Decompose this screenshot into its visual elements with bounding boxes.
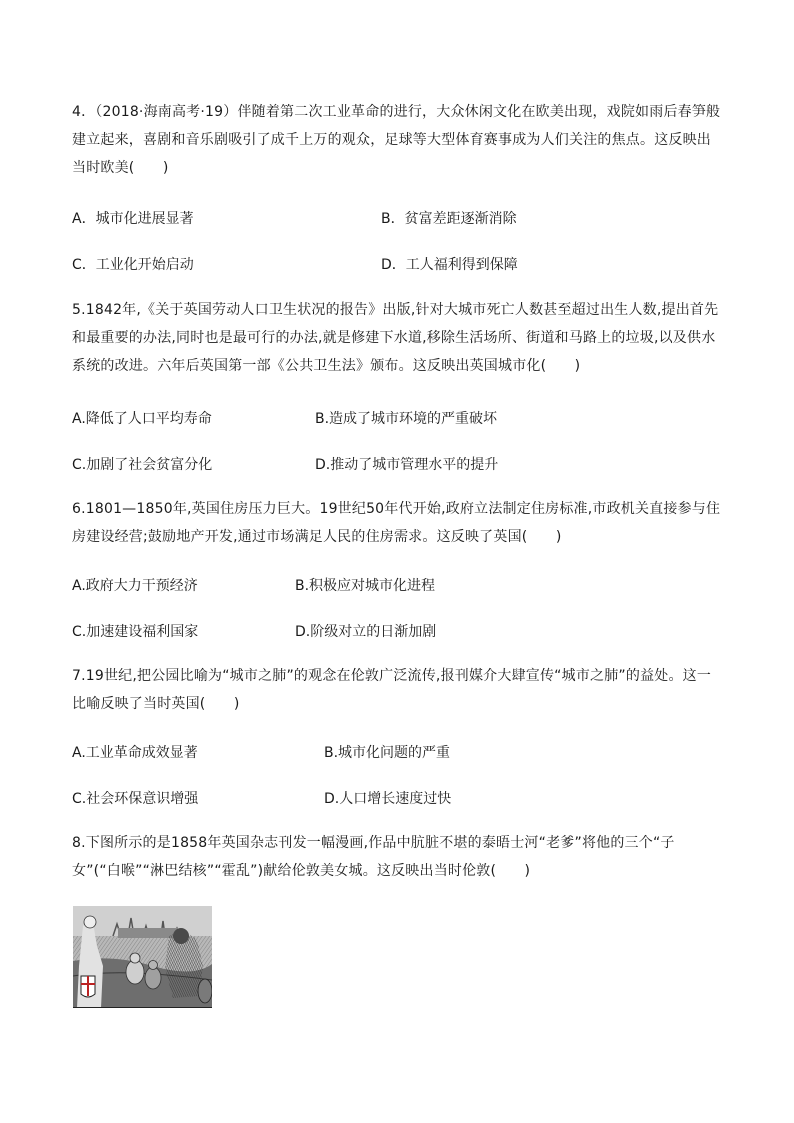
- question-5-option-b[interactable]: B.造成了城市环境的严重破坏: [315, 411, 498, 427]
- question-5-stem: 5.1842年,《关于英国劳动人口卫生状况的报告》出版,针对大城市死亡人数甚至超过出生人数,提出首先和最重要的办法,同时也是最可行的办法,就是修建下水道,移除生活场所、街道和马路上的垃圾,以及供水系统的改进。六年后英国第一部《公共卫生法》颁布。这反映出英国城市化( ): [72, 302, 719, 374]
- question-7-option-a[interactable]: A.工业革命成效显著: [72, 745, 198, 761]
- question-7-option-d[interactable]: D.人口增长速度过快: [324, 791, 452, 807]
- question-6-option-a[interactable]: A.政府大力干预经济: [72, 578, 198, 594]
- question-6-option-d[interactable]: D.阶级对立的日渐加剧: [295, 624, 437, 640]
- question-5-option-a[interactable]: A.降低了人口平均寿命: [72, 411, 212, 427]
- question-4-option-b[interactable]: B．贫富差距逐渐消除: [381, 211, 517, 227]
- question-6-option-c[interactable]: C.加速建设福利国家: [72, 624, 199, 640]
- question-4-option-d[interactable]: D．工人福利得到保障: [381, 257, 518, 273]
- cartoon-illustration: [73, 906, 212, 1008]
- thames-cartoon-image: [73, 906, 212, 1008]
- question-7-option-b[interactable]: B.城市化问题的严重: [324, 745, 451, 761]
- question-8-stem: 8.下图所示的是1858年英国杂志刊发一幅漫画,作品中肮脏不堪的泰晤士河“老爹”将他的三个“子女”(“白喉”“淋巴结核”“霍乱”)献给伦敦美女城。这反映出当时伦敦( ): [72, 835, 675, 879]
- question-6-stem: 6.1801—1850年,英国住房压力巨大。19世纪50年代开始,政府立法制定住房标准,市政机关直接参与住房建设经营;鼓励地产开发,通过市场满足人民的住房需求。这反映了英国( ): [72, 501, 721, 545]
- question-5-option-d[interactable]: D.推动了城市管理水平的提升: [315, 457, 499, 473]
- question-4-option-c[interactable]: C．工业化开始启动: [72, 257, 194, 273]
- question-4-option-a[interactable]: A．城市化进展显著: [72, 211, 194, 227]
- question-4-stem: 4．（2018·海南高考·19）伴随着第二次工业革命的进行，大众休闲文化在欧美出现，戏院如雨后春笋般建立起来，喜剧和音乐剧吸引了成千上万的观众，足球等大型体育赛事成为人们关注的焦点。这反映出当时欧美( ): [72, 104, 721, 176]
- question-7-option-c[interactable]: C.社会环保意识增强: [72, 791, 199, 807]
- question-7-stem: 7.19世纪,把公园比喻为“城市之肺”的观念在伦敦广泛流传,报刊媒介大肆宣传“城市之肺”的益处。这一比喻反映了当时英国( ): [72, 668, 712, 712]
- question-6-option-b[interactable]: B.积极应对城市化进程: [295, 578, 436, 594]
- question-5-option-c[interactable]: C.加剧了社会贫富分化: [72, 457, 213, 473]
